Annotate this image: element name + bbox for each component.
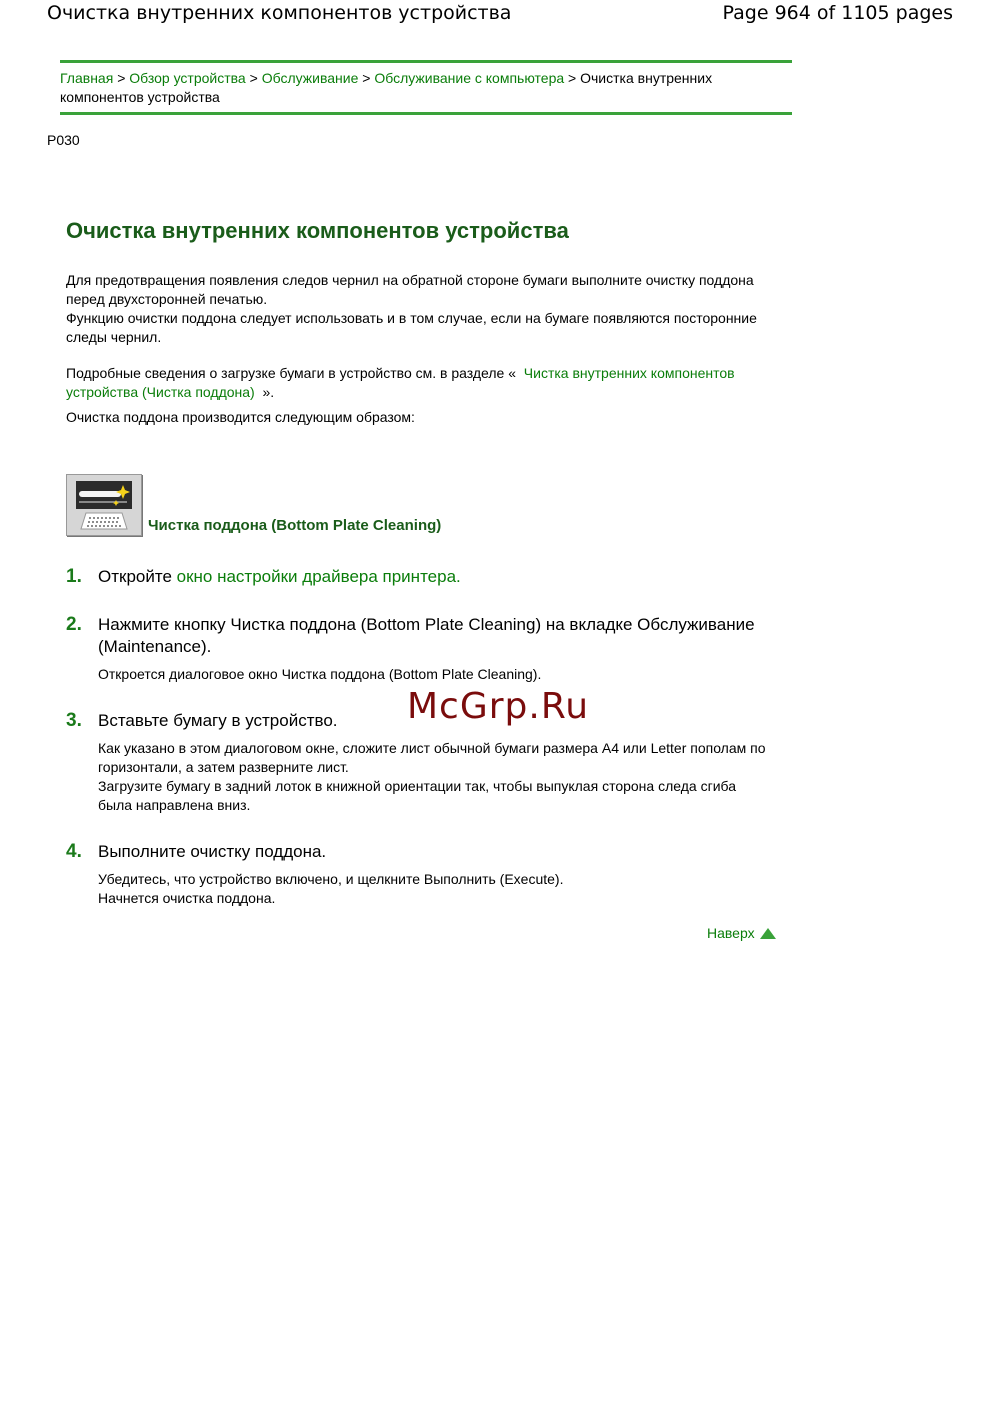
- breadcrumb-home[interactable]: Главная: [60, 70, 114, 86]
- page-title: Очистка внутренних компонентов устройства: [66, 218, 569, 243]
- detail-suffix: ».: [262, 384, 275, 400]
- header-page-count: Page 964 of 1105 pages: [722, 2, 953, 24]
- procedure-intro: Очистка поддона производится следующим образом:: [66, 409, 415, 425]
- step-4: [66, 841, 766, 908]
- breadcrumb-maintenance-from-pc[interactable]: Обслуживание с компьютера: [374, 70, 565, 86]
- steps-list: [66, 566, 766, 908]
- detail-prefix: Подробные сведения о загрузке бумаги в устройство см. в разделе «: [66, 365, 517, 381]
- breadcrumb-separator: >: [362, 70, 371, 86]
- breadcrumb-separator: >: [249, 70, 258, 86]
- page-header: [47, 2, 953, 28]
- step-number: 4.: [66, 841, 82, 862]
- breadcrumb-overview[interactable]: Обзор устройства: [129, 70, 246, 86]
- step-description: Начнется очистка поддона.: [98, 890, 276, 906]
- printer-driver-setup-link[interactable]: окно настройки драйвера принтера.: [176, 567, 461, 586]
- detail-paragraph: [66, 364, 766, 402]
- step-description: Как указано в этом диалоговом окне, сложите лист обычной бумаги размера A4 или Letter пополам по горизонтали, а затем разверните лист.: [98, 740, 766, 775]
- step-number: 2.: [66, 614, 82, 635]
- step-title: Нажмите кнопку Чистка поддона (Bottom Plate Cleaning) на вкладке Обслуживание (Maintenance).: [98, 615, 755, 656]
- breadcrumb-separator: >: [117, 70, 126, 86]
- step-1: [66, 566, 766, 588]
- breadcrumb-separator: >: [568, 70, 577, 86]
- header-title: Очистка внутренних компонентов устройства: [47, 2, 512, 24]
- main-content: [66, 218, 766, 934]
- detail-link[interactable]: Чистка внутренних компонентов устройства (Чистка поддона): [66, 365, 735, 400]
- up-triangle-icon[interactable]: [760, 928, 776, 939]
- intro-paragraph-1: Для предотвращения появления следов чернил на обратной стороне бумаги выполните очистку поддона перед двухсторонней печатью.: [66, 272, 754, 307]
- step-number: 1.: [66, 566, 82, 587]
- step-description: Убедитесь, что устройство включено, и щелкните Выполнить (Execute).: [98, 871, 564, 887]
- step-title: Вставьте бумагу в устройство.: [98, 711, 338, 730]
- section-heading: [66, 474, 766, 536]
- step-description: Откроется диалоговое окно Чистка поддона (Bottom Plate Cleaning).: [98, 666, 542, 682]
- step-description: Загрузите бумагу в задний лоток в книжной ориентации так, чтобы выпуклая сторона следа сгиба была направлена вниз.: [98, 778, 736, 813]
- step-title: [98, 566, 766, 588]
- back-to-top-link[interactable]: Наверх: [707, 925, 755, 941]
- breadcrumb-current: Очистка внутренних компонентов устройства: [60, 70, 713, 105]
- breadcrumb: [60, 60, 792, 115]
- step-title: Выполните очистку поддона.: [98, 842, 327, 861]
- intro-paragraph-2: Функцию очистки поддона следует использовать и в том случае, если на бумаге появляются посторонние следы чернил.: [66, 310, 757, 345]
- breadcrumb-maintenance[interactable]: Обслуживание: [261, 70, 359, 86]
- section-title: Чистка поддона (Bottom Plate Cleaning): [148, 517, 442, 534]
- step-title-prefix: Откройте: [98, 567, 177, 586]
- bottom-divider: [60, 112, 792, 115]
- step-number: 3.: [66, 710, 82, 731]
- page-code: P030: [47, 132, 80, 148]
- bottom-plate-cleaning-icon: [66, 474, 142, 536]
- watermark: McGrp.Ru: [407, 686, 590, 727]
- step-2: [66, 614, 766, 684]
- back-to-top[interactable]: [707, 925, 776, 941]
